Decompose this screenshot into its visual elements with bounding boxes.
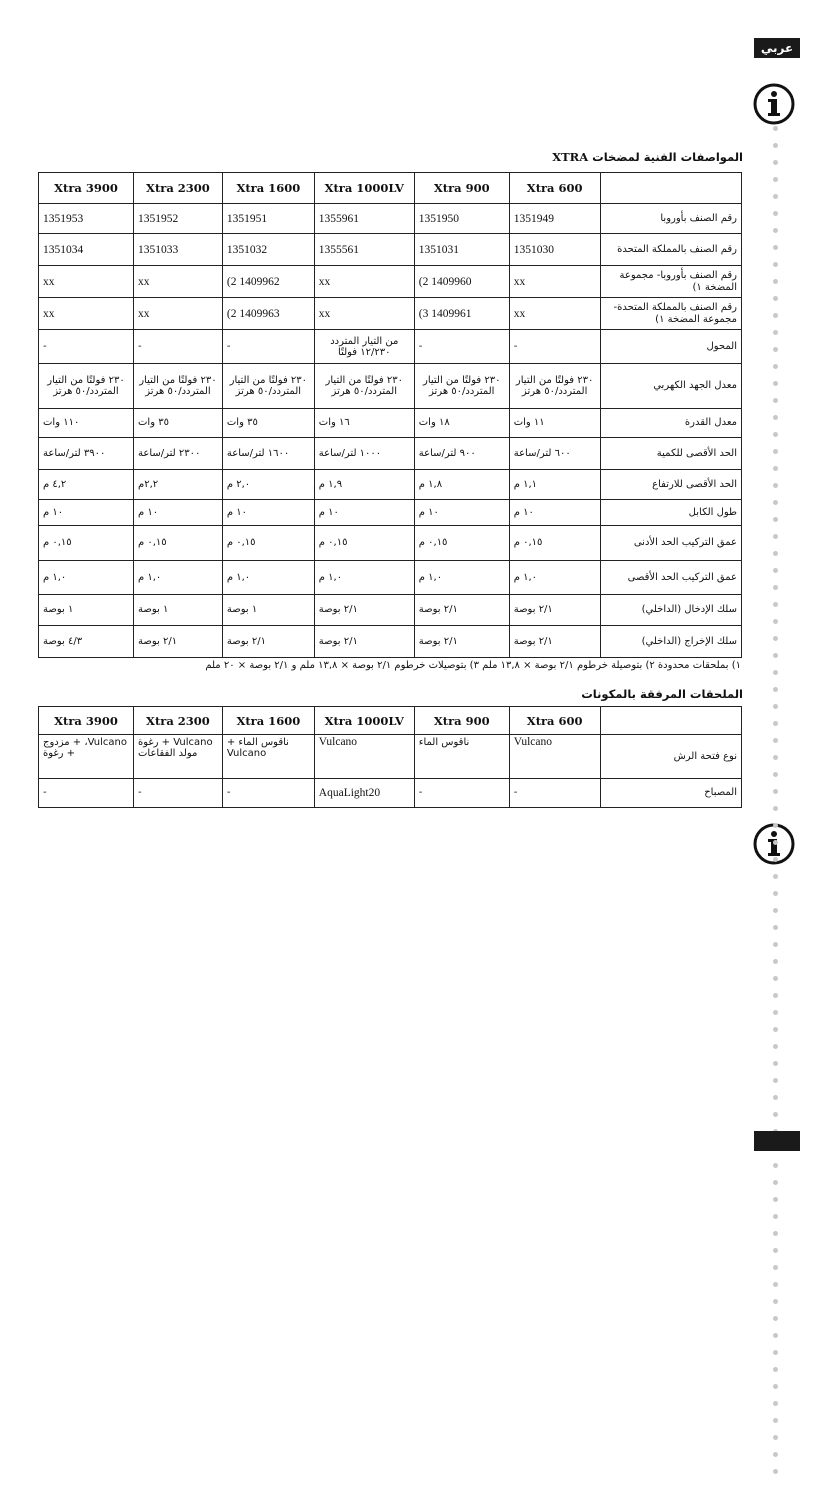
table-row <box>39 526 742 561</box>
table-cell: ١,٠ م <box>222 561 314 595</box>
table-cell: xx <box>39 266 134 298</box>
table-cell: - <box>134 779 223 808</box>
row-label: سلك الإدخال (الداخلي) <box>600 595 741 626</box>
table-row <box>39 364 742 409</box>
table-cell: ٤/٣ بوصة <box>39 626 134 658</box>
table-cell: xx <box>314 266 414 298</box>
table-cell: ٠,١٥ م <box>509 526 600 561</box>
table-row <box>39 298 742 330</box>
table-cell: 1355561 <box>314 234 414 266</box>
table-cell: xx <box>39 298 134 330</box>
header-xtra-2300: Xtra 2300 <box>134 707 223 735</box>
spec-header-row <box>39 173 742 204</box>
table-cell: ١ بوصة <box>134 595 223 626</box>
row-label: رقم الصنف بأوروبا <box>600 204 741 234</box>
table-cell: ١٠ م <box>414 500 509 526</box>
table-cell: xx <box>134 298 223 330</box>
row-label: طول الكابل <box>600 500 741 526</box>
table-row <box>39 204 742 234</box>
table-cell: ٢/١ بوصة <box>314 595 414 626</box>
table-cell: - <box>509 779 600 808</box>
row-label: عمق التركيب الحد الأقصى <box>600 561 741 595</box>
table-cell: ٢٣٠ فولتًا من التيار المتردد/٥٠ هرتز <box>509 364 600 409</box>
table-cell: ٢/١ بوصة <box>414 626 509 658</box>
table-cell: 1409962 2) <box>222 266 314 298</box>
table-cell: ١,٠ م <box>314 561 414 595</box>
table-cell: 1351031 <box>414 234 509 266</box>
table-cell: ٢/١ بوصة <box>314 626 414 658</box>
table-row <box>39 409 742 438</box>
spec-table <box>38 172 742 658</box>
table-cell: ٢/١ بوصة <box>222 626 314 658</box>
table-cell: ٢/١ بوصة <box>414 595 509 626</box>
table-cell: ٢٣٠ فولتًا من التيار المتردد/٥٠ هرتز <box>222 364 314 409</box>
header-blank <box>600 707 741 735</box>
table-cell: ١١ وات <box>509 409 600 438</box>
table-cell: - <box>39 779 134 808</box>
table-cell: ٤,٢ م <box>39 470 134 500</box>
header-xtra-1600: Xtra 1600 <box>222 707 314 735</box>
table-row <box>39 330 742 364</box>
header-xtra-3900: Xtra 3900 <box>39 173 134 204</box>
table-cell: 1355961 <box>314 204 414 234</box>
header-xtra-1600: Xtra 1600 <box>222 173 314 204</box>
table-cell: ١٠ م <box>222 500 314 526</box>
table-cell: ٩٠٠ لتر/ساعة <box>414 438 509 470</box>
table-cell: xx <box>509 266 600 298</box>
table-cell: ١ بوصة <box>222 595 314 626</box>
table-cell: ٢٣٠ فولتًا من التيار المتردد/٥٠ هرتز <box>39 364 134 409</box>
table-cell: - <box>222 779 314 808</box>
table-row <box>39 595 742 626</box>
table-cell: 1351953 <box>39 204 134 234</box>
table-cell: 1351950 <box>414 204 509 234</box>
table-cell: ١,٨ م <box>414 470 509 500</box>
table-cell: ٢٣٠ فولتًا من التيار المتردد/٥٠ هرتز <box>314 364 414 409</box>
table-row <box>39 626 742 658</box>
table-cell: Vulcano <box>509 735 600 779</box>
header-blank <box>600 173 741 204</box>
table-cell: - <box>39 330 134 364</box>
table-row <box>39 266 742 298</box>
table-cell: من التيار المتردد ١٢/٢٣٠ فولتًا <box>314 330 414 364</box>
table-cell: 1409960 2) <box>414 266 509 298</box>
header-xtra-900: Xtra 900 <box>414 173 509 204</box>
spec-title-arabic: المواصفات الفنية لمضخات <box>592 150 743 164</box>
table-cell: - <box>414 779 509 808</box>
table-cell: Vulcano <box>314 735 414 779</box>
table-cell: ١٦ وات <box>314 409 414 438</box>
table-cell: 1409963 2) <box>222 298 314 330</box>
table-cell: ٢/١ بوصة <box>134 626 223 658</box>
table-row <box>39 735 742 779</box>
spec-section-title <box>552 150 743 164</box>
footnote: ١) بملحقات محدودة ٢) بتوصيلة خرطوم ٢/١ بوصة × ١٣,٨ ملم ٣) بتوصيلات خرطوم ٢/١ بوصة × ١٣,٨ ملم و ٢/١ بوصة × ٢٠ ملم <box>205 660 741 671</box>
table-cell: Vulcano + رغوة مولد الفقاعات <box>134 735 223 779</box>
page-number-box <box>754 1131 800 1151</box>
row-label: عمق التركيب الحد الأدنى <box>600 526 741 561</box>
spec-title-latin: XTRA <box>552 150 589 164</box>
table-cell: ٠,١٥ م <box>314 526 414 561</box>
table-cell: 1409961 3) <box>414 298 509 330</box>
table-cell: 1351033 <box>134 234 223 266</box>
table-cell: ١,٠ م <box>509 561 600 595</box>
table-cell: ناقوس الماء + Vulcano <box>222 735 314 779</box>
header-xtra-3900: Xtra 3900 <box>39 707 134 735</box>
table-cell: ١,١ م <box>509 470 600 500</box>
header-xtra-1000lv: Xtra 1000LV <box>314 173 414 204</box>
table-cell: ١,٠ م <box>134 561 223 595</box>
row-label: معدل القدرة <box>600 409 741 438</box>
row-label: سلك الإخراج (الداخلي) <box>600 626 741 658</box>
row-label: نوع فتحة الرش <box>600 735 741 779</box>
table-row <box>39 234 742 266</box>
table-cell: ٣٥ وات <box>134 409 223 438</box>
info-icon <box>753 83 795 125</box>
table-row <box>39 500 742 526</box>
table-cell: ٢,٢م <box>134 470 223 500</box>
table-cell: ١,٩ م <box>314 470 414 500</box>
row-label: رقم الصنف بالمملكة المتحدة <box>600 234 741 266</box>
table-cell: 1351952 <box>134 204 223 234</box>
table-cell: ٠,١٥ م <box>134 526 223 561</box>
header-xtra-900: Xtra 900 <box>414 707 509 735</box>
table-cell: - <box>222 330 314 364</box>
table-cell: ٦٠٠ لتر/ساعة <box>509 438 600 470</box>
table-cell: ١٨ وات <box>414 409 509 438</box>
table-cell: ١,٠ م <box>39 561 134 595</box>
table-cell: ٠,١٥ م <box>222 526 314 561</box>
table-cell: 1351032 <box>222 234 314 266</box>
table-cell: ١١٠ وات <box>39 409 134 438</box>
header-xtra-1000lv: Xtra 1000LV <box>314 707 414 735</box>
table-cell: ١٠ م <box>314 500 414 526</box>
row-label: الحد الأقصى للكمية <box>600 438 741 470</box>
table-cell: ٠,١٥ م <box>39 526 134 561</box>
table-cell: xx <box>134 266 223 298</box>
table-cell: ١٠٠٠ لتر/ساعة <box>314 438 414 470</box>
table-cell: 1351030 <box>509 234 600 266</box>
table-cell: ١٠ م <box>39 500 134 526</box>
table-cell: - <box>134 330 223 364</box>
table-cell: - <box>414 330 509 364</box>
table-cell: ٢,٠ م <box>222 470 314 500</box>
table-cell: xx <box>314 298 414 330</box>
header-xtra-2300: Xtra 2300 <box>134 173 223 204</box>
table-cell: ١٦٠٠ لتر/ساعة <box>222 438 314 470</box>
table-cell: ١,٠ م <box>414 561 509 595</box>
table-cell: ٢٣٠ فولتًا من التيار المتردد/٥٠ هرتز <box>134 364 223 409</box>
row-label: الحد الأقصى للارتفاع <box>600 470 741 500</box>
header-xtra-600: Xtra 600 <box>509 173 600 204</box>
table-cell: 1351034 <box>39 234 134 266</box>
row-label: رقم الصنف بأوروبا- مجموعة المضخة ١) <box>600 266 741 298</box>
table-cell: xx <box>509 298 600 330</box>
row-label: رقم الصنف بالمملكة المتحدة- مجموعة المضخة ١) <box>600 298 741 330</box>
table-cell: 1351951 <box>222 204 314 234</box>
row-label: معدل الجهد الكهربي <box>600 364 741 409</box>
table-cell: ٠,١٥ م <box>414 526 509 561</box>
table-cell: ١٠ م <box>509 500 600 526</box>
table-cell: Vulcano، + مزدوج + رغوة <box>39 735 134 779</box>
row-label: المحول <box>600 330 741 364</box>
table-cell: ٢/١ بوصة <box>509 595 600 626</box>
table-row <box>39 561 742 595</box>
table-row <box>39 438 742 470</box>
table-cell: ناقوس الماء <box>414 735 509 779</box>
accessories-table <box>38 706 742 808</box>
table-cell: ٢/١ بوصة <box>509 626 600 658</box>
accessories-section-title: الملحقات المرفقة بالمكونات <box>581 687 743 701</box>
table-cell: ٢٣٠٠ لتر/ساعة <box>134 438 223 470</box>
row-label: المصباح <box>600 779 741 808</box>
table-cell: ٢٣٠ فولتًا من التيار المتردد/٥٠ هرتز <box>414 364 509 409</box>
accessories-header-row <box>39 707 742 735</box>
margin-dots <box>771 126 779 1486</box>
header-xtra-600: Xtra 600 <box>509 707 600 735</box>
table-cell: ١ بوصة <box>39 595 134 626</box>
table-cell: ٣٩٠٠ لتر/ساعة <box>39 438 134 470</box>
table-cell: ١٠ م <box>134 500 223 526</box>
language-tab[interactable]: عربي <box>754 38 800 58</box>
table-row <box>39 779 742 808</box>
table-cell: ٣٥ وات <box>222 409 314 438</box>
table-row <box>39 470 742 500</box>
table-cell: - <box>509 330 600 364</box>
table-cell: 1351949 <box>509 204 600 234</box>
table-cell: AquaLight20 <box>314 779 414 808</box>
